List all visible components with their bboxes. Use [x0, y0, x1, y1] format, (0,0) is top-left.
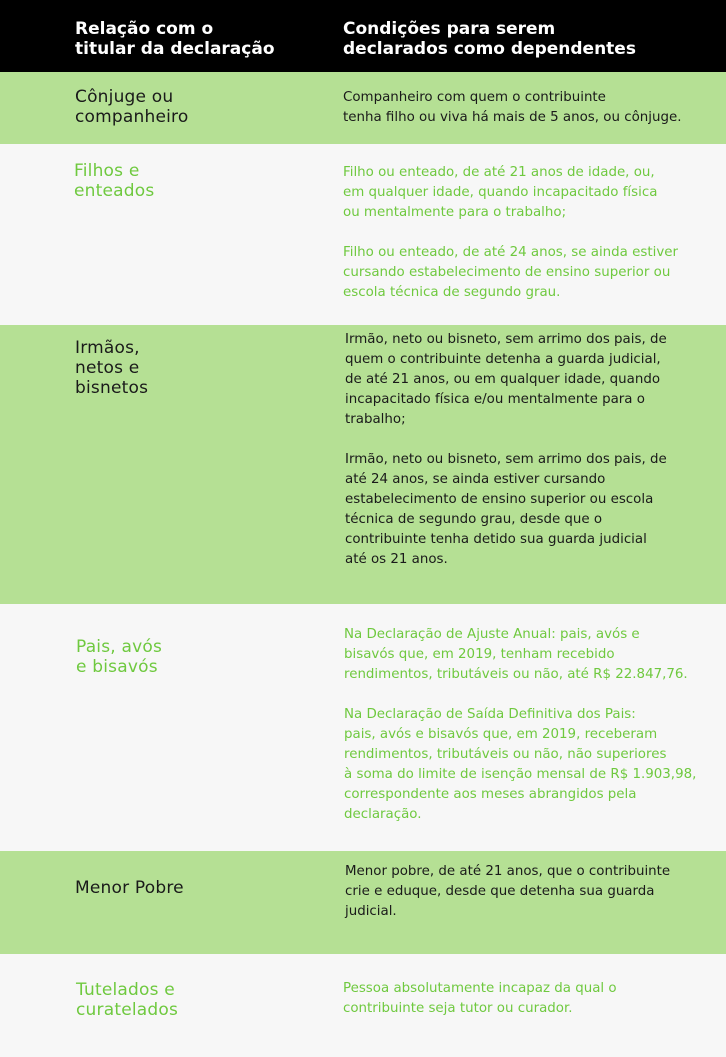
conditions-cell: Menor pobre, de até 21 anos, que o contribuinte crie e eduque, desde que detenha sua guarda judicial.	[345, 864, 671, 919]
relation-cell: Filhos e enteados	[74, 161, 155, 201]
relation-cell: Pais, avós e bisavós	[76, 637, 163, 677]
conditions-cell: Filho ou enteado, de até 21 anos de idade, ou, em qualquer idade, quando incapacitado física ou mentalmente para o trabalho; Filho ou enteado, de até 24 anos, se ainda estiver cursando estabelecimento de ensino superior ou escola técnica de segundo grau.	[343, 165, 678, 300]
table-row	[0, 851, 726, 954]
conditions-cell: Na Declaração de Ajuste Anual: pais, avós e bisavós que, em 2019, tenham recebido rendimentos, tributáveis ou não, até R$ 22.847,76. Na Declaração de Saída Definitiva dos Pais: pais, avós e bisavós que, em 2019, receberam rendimentos, tributáveis ou não, não superiores à soma do limite de isenção mensal de R$ 1.903,98, correspondente aos meses abrangidos pela declaração.	[344, 627, 697, 822]
relation-cell: Irmãos, netos e bisnetos	[75, 338, 149, 398]
table-row	[0, 72, 726, 144]
header-relation: Relação com o titular da declaração	[75, 19, 275, 59]
conditions-cell: Pessoa absolutamente incapaz da qual o contribuinte seja tutor ou curador.	[343, 981, 617, 1016]
conditions-cell: Irmão, neto ou bisneto, sem arrimo dos pais, de quem o contribuinte detenha a guarda judicial, de até 21 anos, ou em qualquer idade, quando incapacitado física e/ou mentalmente para o trabalho; Irmão, neto ou bisneto, sem arrimo dos pais, de até 24 anos, se ainda estiver cursando estabelecimento de ensino superior ou escola técnica de segundo grau, desde que o contribuinte tenha detido sua guarda judicial até os 21 anos.	[345, 332, 667, 567]
relation-cell: Menor Pobre	[75, 878, 184, 898]
header-conditions: Condições para serem declarados como dependentes	[343, 19, 636, 59]
table-row	[0, 144, 726, 325]
conditions-cell: Companheiro com quem o contribuinte tenha filho ou viva há mais de 5 anos, ou cônjuge.	[343, 90, 682, 125]
table-row	[0, 604, 726, 851]
table-row	[0, 954, 726, 1057]
relation-cell: Tutelados e curatelados	[76, 980, 179, 1020]
table-row	[0, 325, 726, 604]
relation-cell: Cônjuge ou companheiro	[75, 87, 189, 127]
table-header	[0, 0, 726, 72]
